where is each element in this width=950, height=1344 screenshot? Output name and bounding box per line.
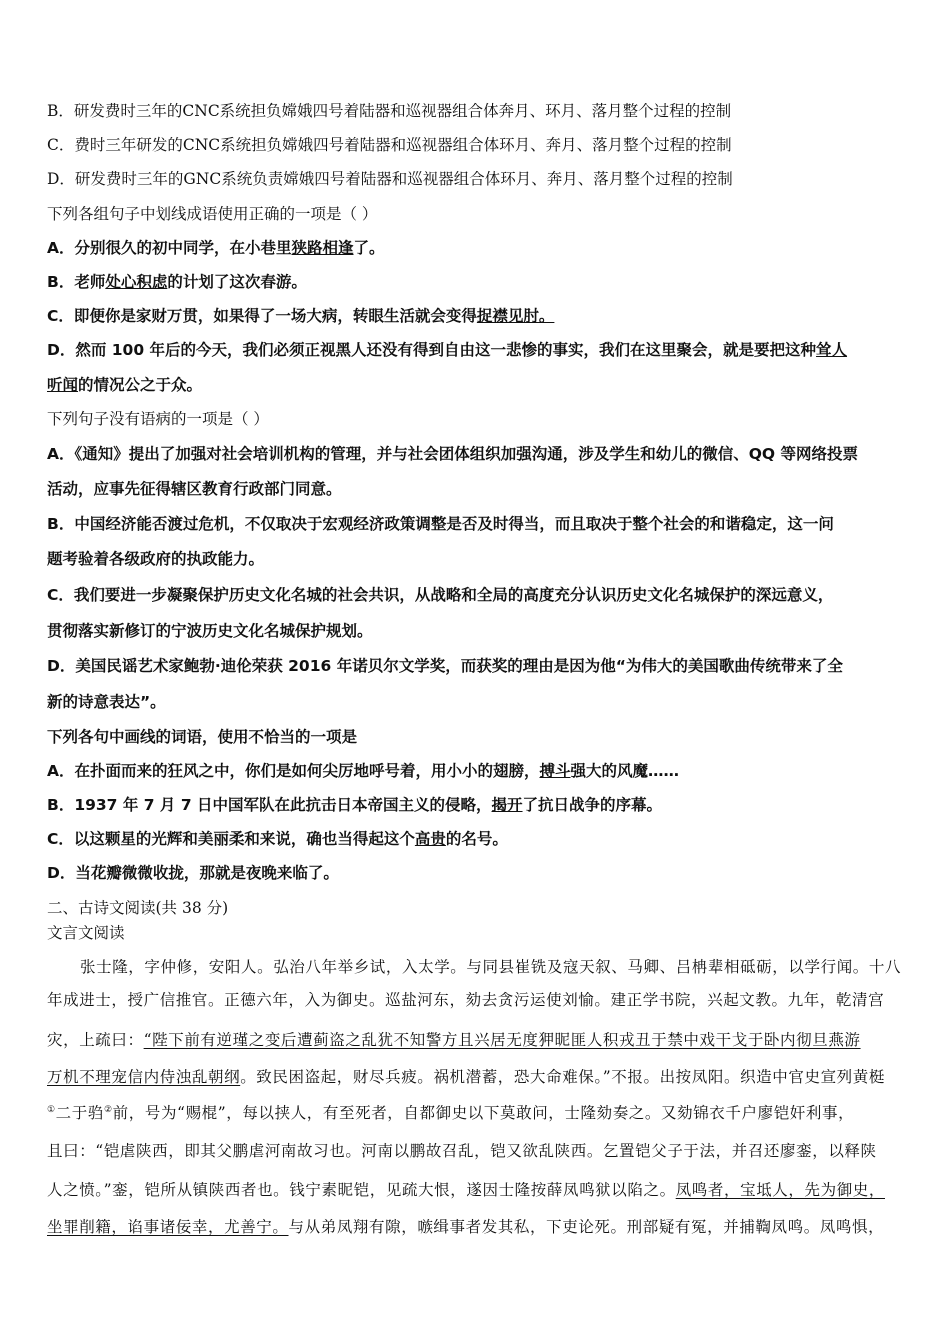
word-option-d: D．当花瓣微微收拢，那就是夜晚来临了。 xyxy=(47,864,339,882)
passage-line-7-underlined: 凤鸣者，宝坻人，先为御史， xyxy=(675,1181,885,1199)
question-word-stem: 下列各句中画线的词语，使用不恰当的一项是 xyxy=(47,728,358,746)
word-option-c-post: 的名号。 xyxy=(445,830,508,848)
grammar-option-b-line2: 题考验着各级政府的执政能力。 xyxy=(47,550,265,568)
passage-line-5 xyxy=(47,1103,854,1123)
word-option-c-pre: C．以这颗星的光辉和美丽柔和来说，确也当得起这个 xyxy=(47,830,415,848)
idiom-option-c-pre: C．即便你是家财万贯，如果得了一场大病，转眼生活就会变得 xyxy=(47,307,477,325)
option-b-prev: B．研发费时三年的CNC系统担负嫦娥四号着陆器和巡视器组合体奔月、环月、落月整个过程的控制 xyxy=(47,102,732,120)
footnote-marker-1: ① xyxy=(47,1104,56,1115)
idiom-option-a xyxy=(47,238,385,258)
idiom-option-d-underlined-2: 听闻 xyxy=(47,376,79,394)
passage-line-8 xyxy=(47,1217,884,1237)
passage-line-3 xyxy=(47,1030,861,1050)
idiom-option-c-underlined: 捉襟见肘。 xyxy=(476,307,555,325)
passage-line-3-underlined: “陛下前有逆瑾之变后遭蓟盗之乱犹不知警方且兴居无度狎昵匪人积戎丑于禁中戏干戈于卧内彻旦燕游 xyxy=(143,1031,861,1049)
grammar-option-a-line1: A．《通知》提出了加强对社会培训机构的管理，并与社会团体组织加强沟通，涉及学生和幼儿的微信、QQ 等网络投票 xyxy=(47,445,858,463)
passage-line-2: 年成进士，授广信推官。正德六年，入为御史。巡盐河东，劾去贪污运使刘愉。建正学书院，兴起文教。九年，乾清宫 xyxy=(47,991,885,1009)
passage-line-8-post: 与从弟凤翔有隙，嗾缉事者发其私，下吏论死。刑部疑有冤，并捕鞫凤鸣。凤鸣惧， xyxy=(288,1218,885,1236)
passage-line-8-underlined: 坐罪削籍，谄事诸佞幸，尤善宁。 xyxy=(47,1218,289,1236)
word-option-b-pre: B．1937 年 7 月 7 日中国军队在此抗击日本帝国主义的侵略， xyxy=(47,796,492,814)
idiom-option-b-underlined: 处心积虑 xyxy=(105,273,168,291)
section-subheading: 文言文阅读 xyxy=(47,924,125,942)
idiom-option-d-underlined-1: 耸人 xyxy=(816,341,848,359)
passage-line-6: 且曰：“铠虐陕西，即其父鹏虐河南故习也。河南以鹏故召乱，铠又欲乱陕西。乞置铠父子于法，并召还廖銮，以释陕 xyxy=(47,1142,877,1160)
word-option-a-underlined: 搏斗 xyxy=(539,762,571,780)
passage-line-7-pre: 人之愤。”銮，铠所从镇陕西者也。钱宁素昵铠，见疏大恨，遂因士隆按薛凤鸣狱以陷之。 xyxy=(47,1181,676,1199)
idiom-option-d-line2 xyxy=(47,375,202,395)
word-option-c-underlined: 高贵 xyxy=(414,830,446,848)
option-c-prev: C．费时三年研发的CNC系统担负嫦娥四号着陆器和巡视器组合体环月、奔月、落月整个过程的控制 xyxy=(47,136,732,154)
question-grammar-stem: 下列句子没有语病的一项是（ ） xyxy=(47,410,269,428)
passage-line-1: 张士隆，字仲修，安阳人。弘治八年举乡试，入太学。与同县崔铣及寇天叙、马卿、吕柟辈相砥砺，以学行闻。十八 xyxy=(80,958,902,976)
idiom-option-d-pre: D．然而 100 年后的今天，我们必须正视黑人还没有得到自由这一悲惨的事实，我们在这里聚会，就是要把这种 xyxy=(47,341,817,359)
word-option-a-post: 强大的风魔…… xyxy=(570,762,680,780)
word-option-c xyxy=(47,829,508,849)
word-option-b-post: 了抗日战争的序幕。 xyxy=(522,796,663,814)
word-option-b-underlined: 揭开 xyxy=(491,796,523,814)
grammar-option-c-line2: 贯彻落实新修订的宁波历史文化名城保护规划。 xyxy=(47,622,373,640)
word-option-a-pre: A．在扑面而来的狂风之中，你们是如何尖厉地呼号着，用小小的翅膀， xyxy=(47,762,540,780)
idiom-option-a-underlined: 狭路相逢 xyxy=(291,239,354,257)
passage-line-3-pre: 灾，上疏曰： xyxy=(47,1031,144,1049)
idiom-option-b xyxy=(47,272,307,292)
footnote-marker-2: ② xyxy=(103,1104,113,1115)
passage-line-4-underlined: 万机不理宠信内侍浊乱朝纲 xyxy=(47,1068,241,1086)
idiom-option-d-line1 xyxy=(47,340,847,360)
idiom-option-b-pre: B．老师 xyxy=(47,273,106,291)
word-option-b xyxy=(47,795,662,815)
question-idiom-stem: 下列各组句子中划线成语使用正确的一项是（ ） xyxy=(47,205,378,223)
idiom-option-d-post: 的情况公之于众。 xyxy=(78,376,203,394)
idiom-option-a-post: 了。 xyxy=(353,239,385,257)
passage-line-5-a: 二于驺 xyxy=(55,1104,104,1122)
passage-line-7 xyxy=(47,1180,885,1200)
option-d-prev: D．研发费时三年的GNC系统负责嫦娥四号着陆器和巡视器组合体环月、奔月、落月整个过程的控制 xyxy=(47,170,733,188)
word-option-a xyxy=(47,761,679,781)
section-heading: 二、古诗文阅读(共 38 分) xyxy=(47,899,229,917)
grammar-option-c-line1: C．我们要进一步凝聚保护历史文化名城的社会共识，从战略和全局的高度充分认识历史文化名城保护的深远意义， xyxy=(47,586,834,604)
grammar-option-a-line2: 活动，应事先征得辖区教育行政部门同意。 xyxy=(47,480,342,498)
passage-line-5-b: 前，号为“赐棍”，每以挟人，有至死者，自都御史以下莫敢问，士隆劾奏之。又劾锦衣千户廖铠奸利事， xyxy=(112,1104,855,1122)
idiom-option-a-pre: A．分别很久的初中同学，在小巷里 xyxy=(47,239,292,257)
idiom-option-b-post: 的计划了这次春游。 xyxy=(167,273,307,291)
passage-line-4 xyxy=(47,1067,885,1087)
grammar-option-d-line1: D．美国民谣艺术家鲍勃·迪伦荣获 2016 年诺贝尔文学奖，而获奖的理由是因为他“为伟大的美国歌曲传统带来了全 xyxy=(47,657,843,675)
idiom-option-c xyxy=(47,306,554,326)
grammar-option-d-line2: 新的诗意表达”。 xyxy=(47,693,166,711)
grammar-option-b-line1: B．中国经济能否渡过危机，不仅取决于宏观经济政策调整是否及时得当，而且取决于整个社会的和谐稳定，这一问 xyxy=(47,515,834,533)
passage-line-4-post: 。致民困盗起，财尽兵疲。祸机潜蓄，恐大命难保。”不报。出按凤阳。织造中官史宣列黄梃 xyxy=(240,1068,885,1086)
